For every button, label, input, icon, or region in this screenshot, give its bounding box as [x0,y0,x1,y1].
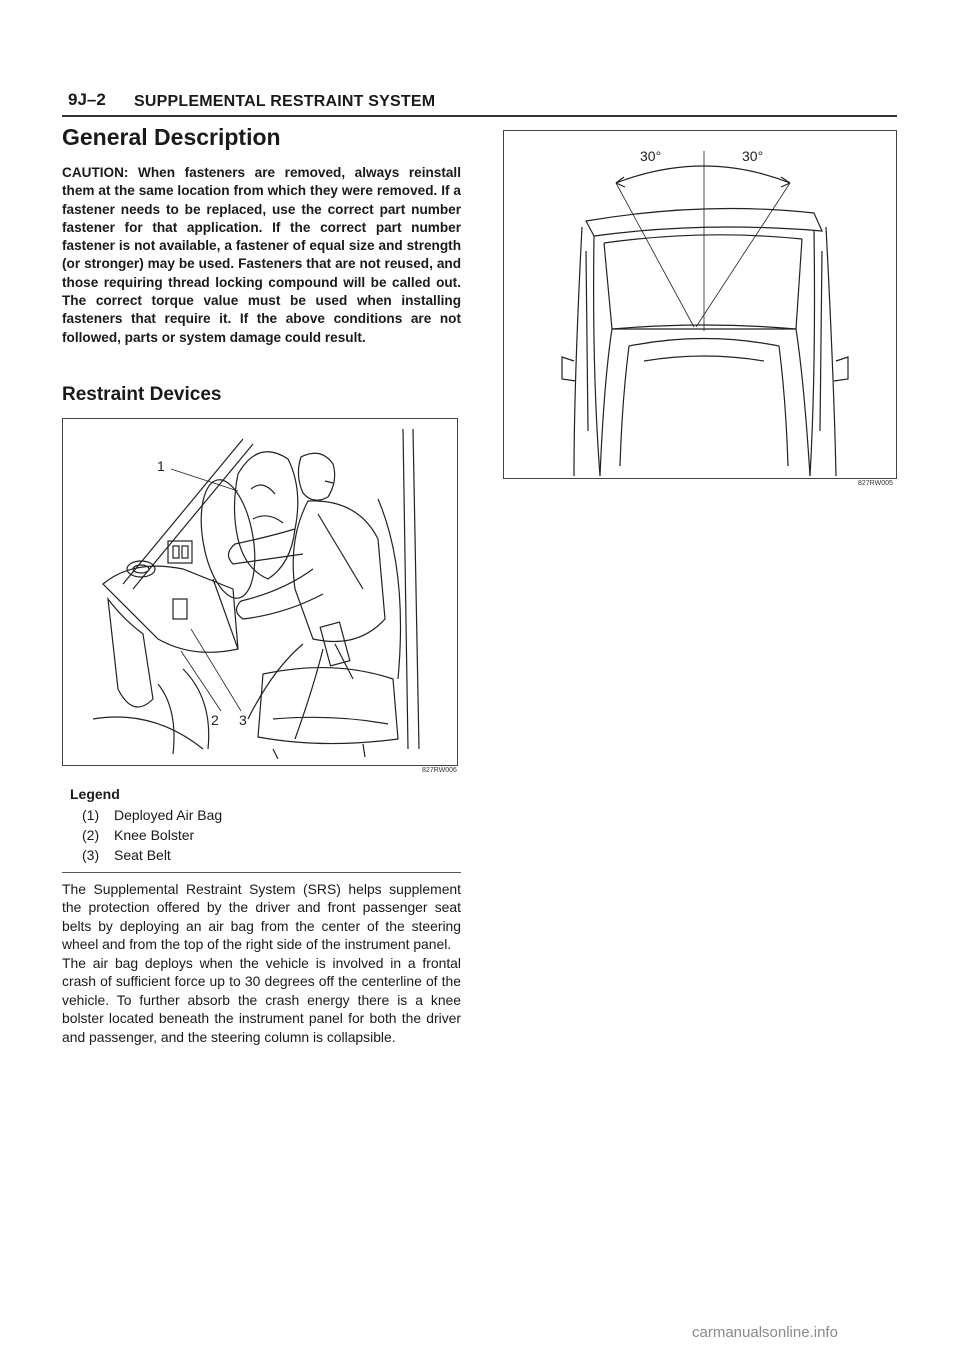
legend-item-label: Deployed Air Bag [114,807,223,823]
legend-item-number: (1) [82,807,100,823]
legend-item-label: Knee Bolster [114,827,195,843]
legend-list [82,805,222,865]
running-title: SUPPLEMENTAL RESTRAINT SYSTEM [134,93,436,110]
figure-airbag-deployment [62,418,458,766]
legend-item-label: Seat Belt [114,847,171,863]
callout-2: 2 [211,712,219,728]
subsection-title: Restraint Devices [62,384,222,405]
section-title: General Description [62,124,281,150]
page-number: 9J–2 [68,90,106,109]
body-paragraph-1: The Supplemental Restraint System (SRS) helps supplement the protection offered by the driver and front passenger seat belts by deploying an air bag from the center of the steering wheel and from the top of the right side of the instrument panel. [62,881,461,953]
header-rule [62,115,897,117]
figure1-code: 827RW006 [422,767,457,774]
watermark: carmanualsonline.info [692,1324,838,1341]
body-paragraph-2: The air bag deploys when the vehicle is involved in a frontal crash of sufficient force up to 30 degrees off the centerline of the vehicle. To further absorb the crash energy there is a knee bolster located beneath the instrument panel for both the driver and passenger, and the steering column is collapsible. [62,955,461,1045]
vehicle-top-view-illustration [504,131,896,478]
angle-right-label: 30° [742,148,764,164]
callout-1: 1 [157,458,165,474]
legend-item [82,845,222,865]
legend-item-number: (3) [82,847,100,863]
legend-item-number: (2) [82,827,100,843]
legend-item [82,805,222,825]
caution-paragraph: CAUTION: When fasteners are removed, always reinstall them at the same location from which they were removed. If a fastener needs to be replaced, use the correct part number fastener for that application. If the correct part number fastener is not available, a fastener of equal size and strength (or stronger) may be used. Fasteners that are not reused, and those requiring thread locking compound will be called out. The correct torque value must be used when installing fasteners that require it. If the above conditions are not followed, parts or system damage could result. [62,165,461,345]
legend-title: Legend [70,786,120,802]
legend-item [82,825,222,845]
figure-deployment-zone [503,130,897,479]
legend-divider [62,872,461,873]
callout-3: 3 [239,712,247,728]
airbag-illustration [63,419,457,765]
angle-left-label: 30° [640,148,662,164]
figure2-code: 827RW005 [858,480,893,487]
